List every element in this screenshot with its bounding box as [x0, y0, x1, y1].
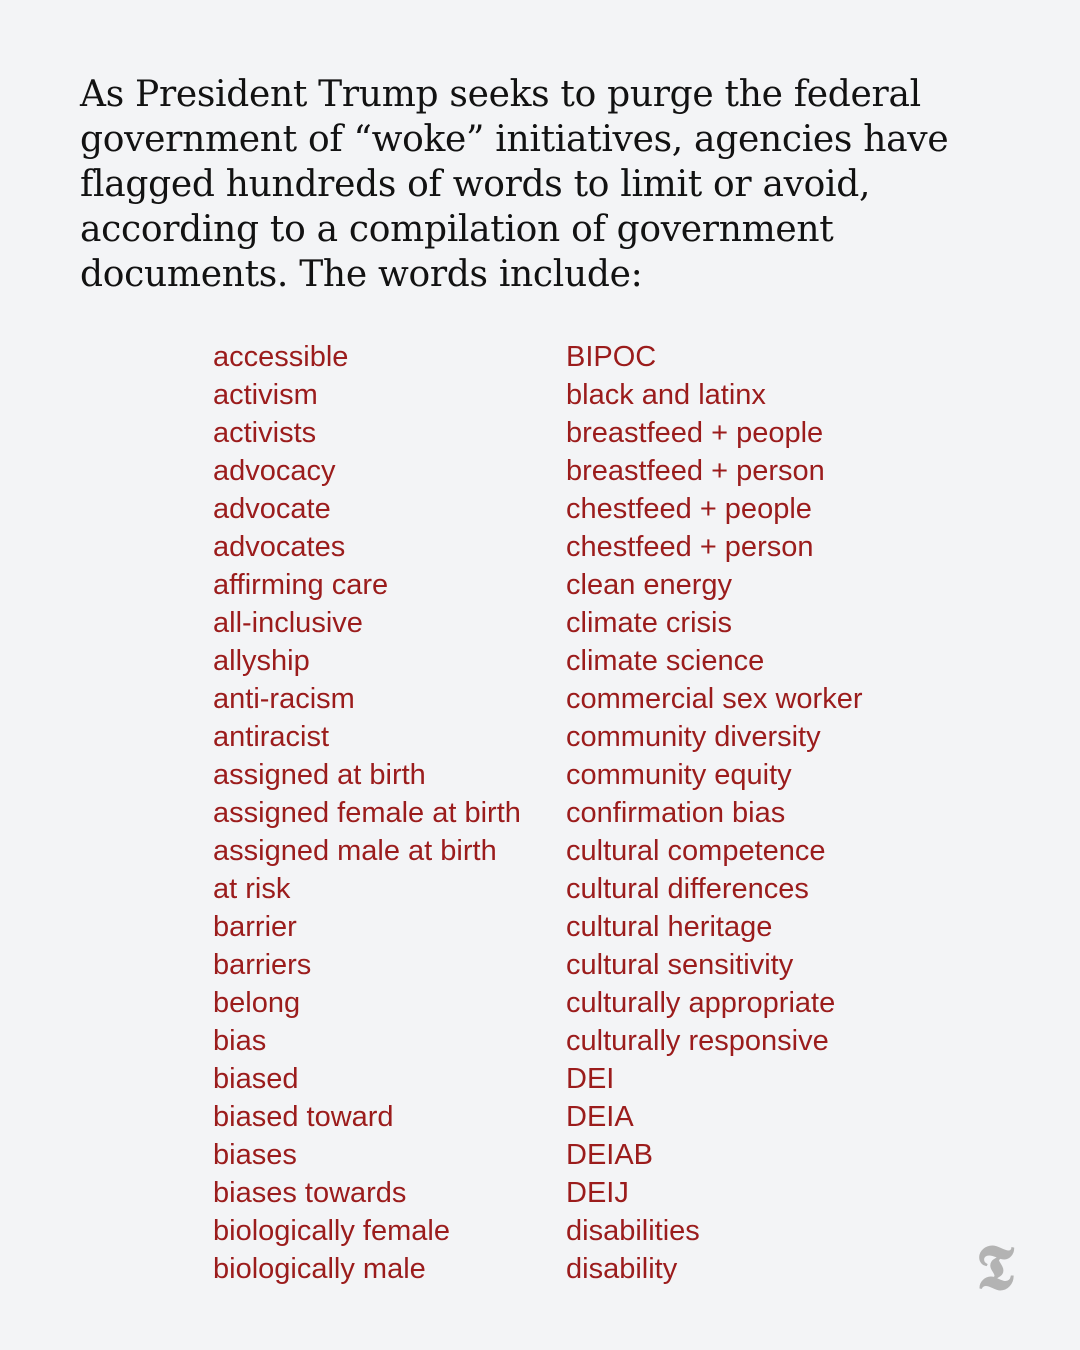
word-list-item: activism [213, 379, 318, 411]
word-list-item: accessible [213, 341, 349, 373]
word-list-item: chestfeed + people [566, 493, 812, 525]
word-list-item: cultural differences [566, 873, 809, 905]
word-list-item: black and latinx [566, 379, 766, 411]
word-list-item: allyship [213, 645, 310, 677]
word-list-right [566, 338, 966, 1288]
word-list-item: biased [213, 1063, 299, 1095]
word-list-item: DEIAB [566, 1139, 654, 1171]
word-list-item: assigned male at birth [213, 835, 497, 867]
word-list-item: climate crisis [566, 607, 732, 639]
nyt-t-logo-icon: 𝕿 [975, 1231, 1015, 1304]
word-list-item: biologically male [213, 1253, 426, 1285]
intro-paragraph: As President Trump seeks to purge the federal government of “woke” initiatives, agencies have flagged hundreds of words to limit or avoid, according to a compilation of government documents. The words include: [80, 74, 949, 295]
word-list-item: activists [213, 417, 317, 449]
word-list-item: affirming care [213, 569, 389, 601]
word-list-item: cultural competence [566, 835, 826, 867]
word-list-item: cultural sensitivity [566, 949, 794, 981]
word-list-item: advocate [213, 493, 331, 525]
word-list-item: culturally responsive [566, 1025, 829, 1057]
word-list-item: climate science [566, 645, 765, 677]
word-list-item: community equity [566, 759, 792, 791]
word-list-item: DEIJ [566, 1177, 629, 1209]
word-list-item: biases [213, 1139, 297, 1171]
word-list-item: breastfeed + people [566, 417, 824, 449]
word-list-item: assigned female at birth [213, 797, 521, 829]
word-list-item: assigned at birth [213, 759, 426, 791]
word-list-item: commercial sex worker [566, 683, 863, 715]
word-list-item: BIPOC [566, 341, 657, 373]
word-list-item: biases towards [213, 1177, 407, 1209]
word-list-item: belong [213, 987, 301, 1019]
word-list-item: at risk [213, 873, 291, 905]
word-list-item: breastfeed + person [566, 455, 825, 487]
word-list-item: antiracist [213, 721, 330, 753]
word-list-item: DEIA [566, 1101, 634, 1133]
word-list-item: barriers [213, 949, 312, 981]
word-list-item: barrier [213, 911, 297, 943]
word-list-item: confirmation bias [566, 797, 786, 829]
word-list-item: biologically female [213, 1215, 450, 1247]
word-list-item: advocacy [213, 455, 336, 487]
word-list-item: clean energy [566, 569, 733, 601]
word-list-item: chestfeed + person [566, 531, 814, 563]
word-list-item: biased toward [213, 1101, 394, 1133]
word-list-item: all-inclusive [213, 607, 363, 639]
word-list-item: DEI [566, 1063, 615, 1095]
word-list-item: cultural heritage [566, 911, 773, 943]
word-list-left [213, 338, 558, 1288]
word-list-item: disability [566, 1253, 678, 1285]
word-list-item: culturally appropriate [566, 987, 836, 1019]
word-list-item: bias [213, 1025, 267, 1057]
word-list-item: community diversity [566, 721, 821, 753]
word-list-item: advocates [213, 531, 346, 563]
word-list-item: disabilities [566, 1215, 700, 1247]
word-list-item: anti-racism [213, 683, 355, 715]
